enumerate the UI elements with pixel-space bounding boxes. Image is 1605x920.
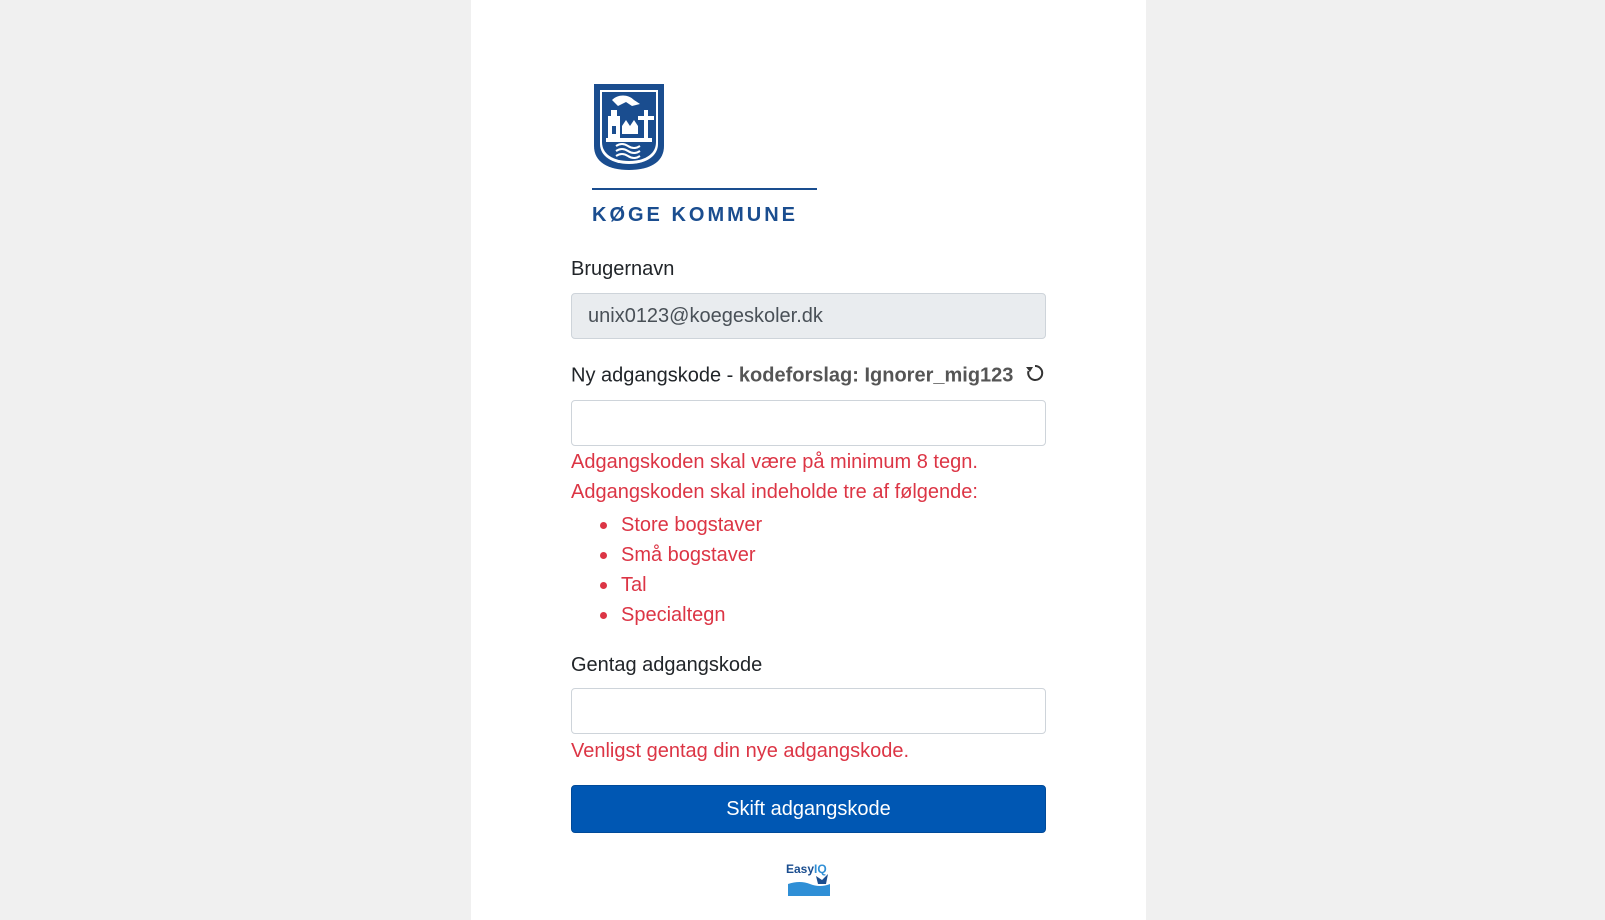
list-item: Specialtegn	[571, 600, 762, 630]
login-panel	[471, 0, 1146, 920]
list-item: Tal	[571, 570, 762, 600]
min-length-error: Adgangskoden skal være på minimum 8 tegn.	[571, 451, 978, 473]
easyiq-logo	[786, 862, 832, 898]
municipality-name: KØGE KOMMUNE	[592, 204, 798, 226]
new-password-input[interactable]	[571, 400, 1046, 446]
change-password-button[interactable]: Skift adgangskode	[571, 785, 1046, 833]
list-item: Store bogstaver	[571, 510, 762, 540]
username-label: Brugernavn	[571, 258, 675, 280]
requirements-list	[571, 510, 762, 630]
easyiq-logo-text: EasyIQ	[786, 862, 827, 876]
password-suggestion: kodeforslag: Ignorer_mig123	[738, 364, 1014, 387]
new-password-label	[571, 363, 1045, 389]
repeat-password-error: Venligst gentag din nye adgangskode.	[571, 740, 910, 762]
repeat-password-label: Gentag adgangskode	[571, 654, 763, 676]
repeat-password-input[interactable]	[571, 688, 1046, 734]
koege-kommune-logo	[592, 84, 822, 234]
username-field[interactable]: unix0123@koegeskoler.dk	[571, 293, 1046, 339]
new-password-label-text: Ny adgangskode -	[571, 364, 734, 387]
list-item: Små bogstaver	[571, 540, 762, 570]
requirements-intro-error: Adgangskoden skal indeholde tre af følgende:	[571, 481, 978, 503]
refresh-icon[interactable]	[1025, 363, 1045, 389]
easyiq-wave-icon	[786, 862, 832, 898]
